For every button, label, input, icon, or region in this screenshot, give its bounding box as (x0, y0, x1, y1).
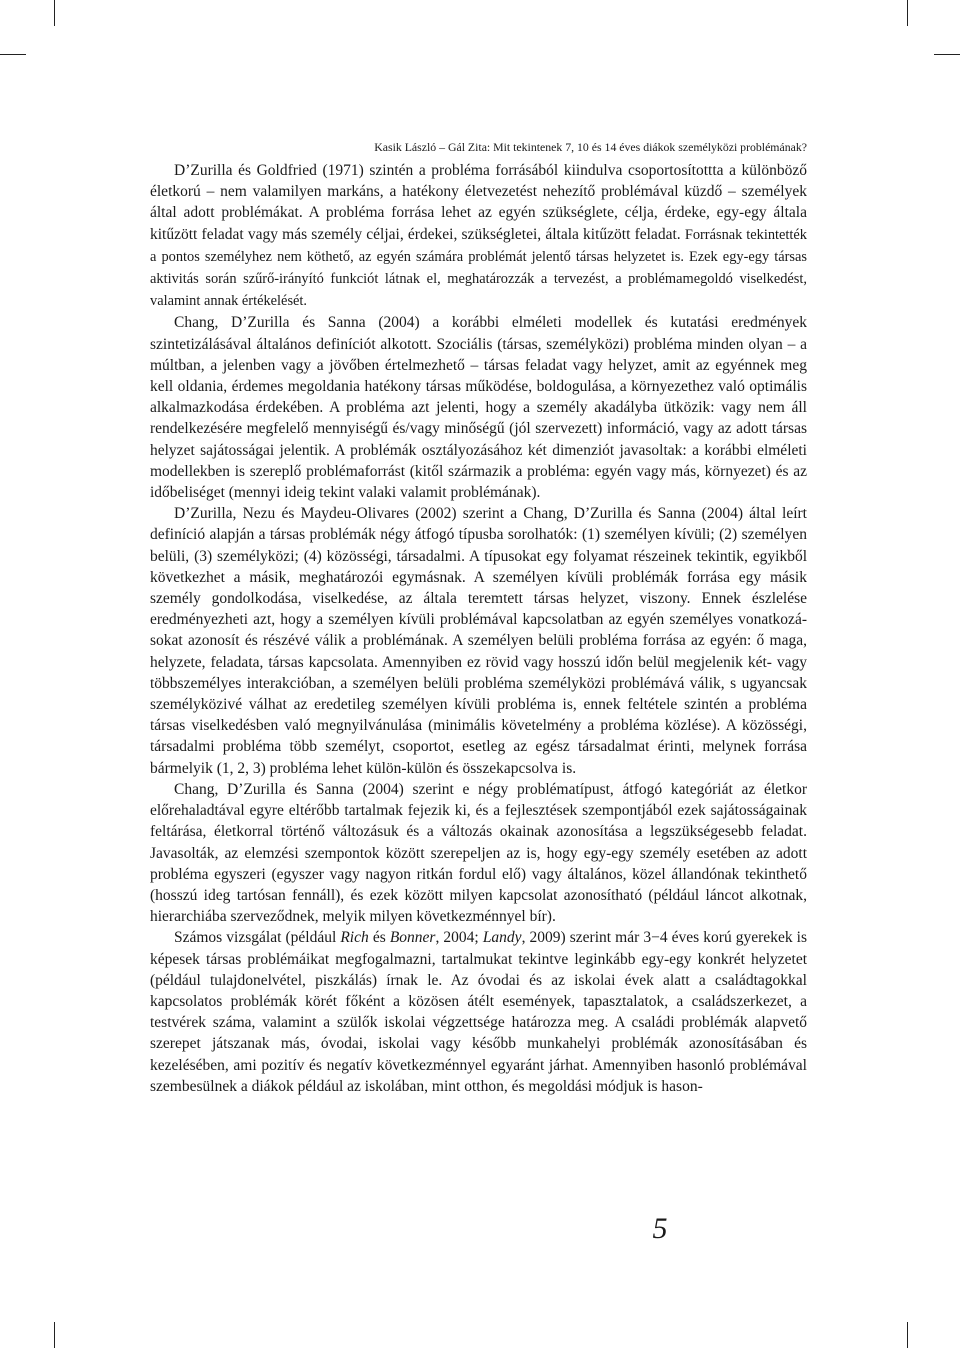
citation-bonner: Bonner (389, 929, 436, 947)
paragraph-5-text-c: , 2004; (435, 929, 483, 947)
crop-mark-top-right (907, 0, 908, 26)
paragraph-4: Chang, D’Zurilla és Sanna (2004) szerint e négy problématípust, átfogó kategóriát az életkor előrehaladtával egyre eltérőbb tartalmak fejezik ki, és a fejlesztések szempontjából ezek sajátosságainak feltárása, életkorral történő változásuk és a változás okainak azonosítása a legszükségesebb feladat. Javasolták, az elemzési szempontok között szerepeljen az is, hogy egy-egy személy esetében az adott probléma egyszeri (egyszer vagy nagyon ritkán fordul elő) vagy általános, közel állandónak tekinthető (hosszú ideg tartósan fennáll), és ezek között milyen kapcsolat azonosítható (például láncot alkotnak, hierarchiába szerveződnek, melyik milyen következménnyel bír). (150, 780, 807, 926)
paragraph-2: Chang, D’Zurilla és Sanna (2004) a korábbi elméleti modellek és kutatási eredmények szintetizálásával általános definíciót alkotott. Szociális (társas, személyközi) probléma minden olyan – a múltban, a jelenben vagy a jövőben értelmezhető – társas feladat vagy helyzet, amit az egyénnek meg kell oldania, érdemes megoldania hatékony társas működése, boldogulása, a környezethez való optimális alkalmazkodása érdekében. A probléma azt jelenti, hogy a személy akadályba ütközik: vagy nem áll rendelkezésére megfelelő mennyiségű és/vagy minőségű (jól szervezett) információ, vagy az adott társas helyzet sajátosságai jelentik. A problémák osztályozásához két dimenziót javasoltak: a korábbi elméleti modellekben is szereplő problémaforrást (kitől származik a probléma: egyén vagy más, környezet) és az időbeliséget (mennyi ideig tekint valaki valamit problémának). (150, 314, 807, 502)
paragraph-1-main: D’Zurilla és Goldfried (1971) szintén a probléma forrásából kiindulva csoportosítottta a különböző életkorú – nem valamilyen markáns, a hatékony életvezetést nehezítő problémával küzdő – személyek által adott problémákat. A probléma forrása lehet az egyén szükséglete, célja, érdeke, egy-egy általa kitűzött feladat vagy más személy céljai, érdekei, szükségletei, általa kitűzött feladat. (150, 162, 807, 243)
paragraph-1-sources: Forrásnak tekintették a pontos személyhez nem köthető, az egyén számára problémát jelentő társas helyzetet is. Ezek egy-egy társas aktivitás során szűrő-irányító funkciót látnak el, meghatározzák a tervezést, a problémamegoldó viselkedést, valamint annak értékelését. (150, 226, 807, 310)
page-number: 5 (652, 1212, 668, 1245)
crop-mark-top-left (54, 0, 55, 26)
paragraph-3: D’Zurilla, Nezu és Maydeu-Olivares (2002) szerint a Chang, D’Zurilla és Sanna (2004) által leírt definíció alapján a társas problémák négy átfogó típusba sorolhatók: (1) személyen kívüli; (2) személyen belüli, (3) személyközi; (4) közösségi, társadalmi. A típusokat egy folyamat részeinek tekintik, egyikből következhet a másik, meghatározói egymásnak. A személyen kívüli problémák forrása egy másik személy gondolkodása, viselkedése, az általa teremtett társas helyzet, viszony. Ennek észlelése eredményezheti azt, hogy a személyen kívüli problémával kapcsolatban az egyén személyes vonatkozásokat azonosít és részévé válik a problémának. A személyen belüli probléma forrása az egyén: ő maga, helyzete, feladata, társas kapcsolata. Amennyiben ez rövid vagy hosszú időn belül megjelenik két- vagy többszemélyes interakcióban, a személyen belüli probléma személyközi problémává válik, s ugyancsak személyközivé válhat az eredetileg személyen kívüli probléma is, ennek feltétele szintén a probléma társas viselkedésben való megnyilvánulása (minimális követelmény a probléma közlése). A közösségi, társadalmi probléma több személyt, csoportot, esetleg az egész társadalmat érinti, melynek forrása bármelyik (1, 2, 3) probléma lehet külön-külön és összekapcsolva is. (150, 505, 807, 777)
body-text (150, 160, 807, 1097)
crop-mark-bottom-left (54, 1322, 55, 1348)
citation-rich: Rich (340, 929, 369, 947)
running-head: Kasik László – Gál Zita: Mit tekintenek 7, 10 és 14 éves diákok személyközi problémának? (374, 140, 807, 154)
paragraph-5-text-a: Számos vizsgálat (például (174, 929, 341, 947)
citation-landy: Landy (482, 929, 522, 947)
paragraph-5-text-b: és (368, 929, 390, 947)
paragraph-5-text-d: , 2009) szerint már 3−4 éves korú gyerekek is képesek társas problémáikat megfogalmazni, tartalmukat tekintve leginkább egy-egy konkrét helyzetet (például tulajdonelvétel, piszkálás) írnak le. Az óvodai és az iskolai évek alatt a családtagokkal kapcsolatos problémák körét főként a közösen átélt események, tapasztalatok, a családszerkezet, a testvérek száma, valamint a szülők iskolai végzettsége határozza meg. A családi problémák alapvető szerepet játszanak más, óvodai, iskolai vagy később munkahelyi problémák azonosításában és kezelésében, ami pozitív és negatív következménnyel egyaránt járhat. Amennyiben hasonló problémával szembesülnek a diákok például az iskolában, mint otthon, és megoldási módjuk is hason- (150, 929, 807, 1095)
paragraph-5 (150, 927, 807, 1097)
crop-mark-right-upper (934, 54, 960, 55)
crop-mark-left-upper (0, 54, 26, 55)
crop-mark-bottom-right (907, 1322, 908, 1348)
paragraph-1 (150, 160, 807, 312)
